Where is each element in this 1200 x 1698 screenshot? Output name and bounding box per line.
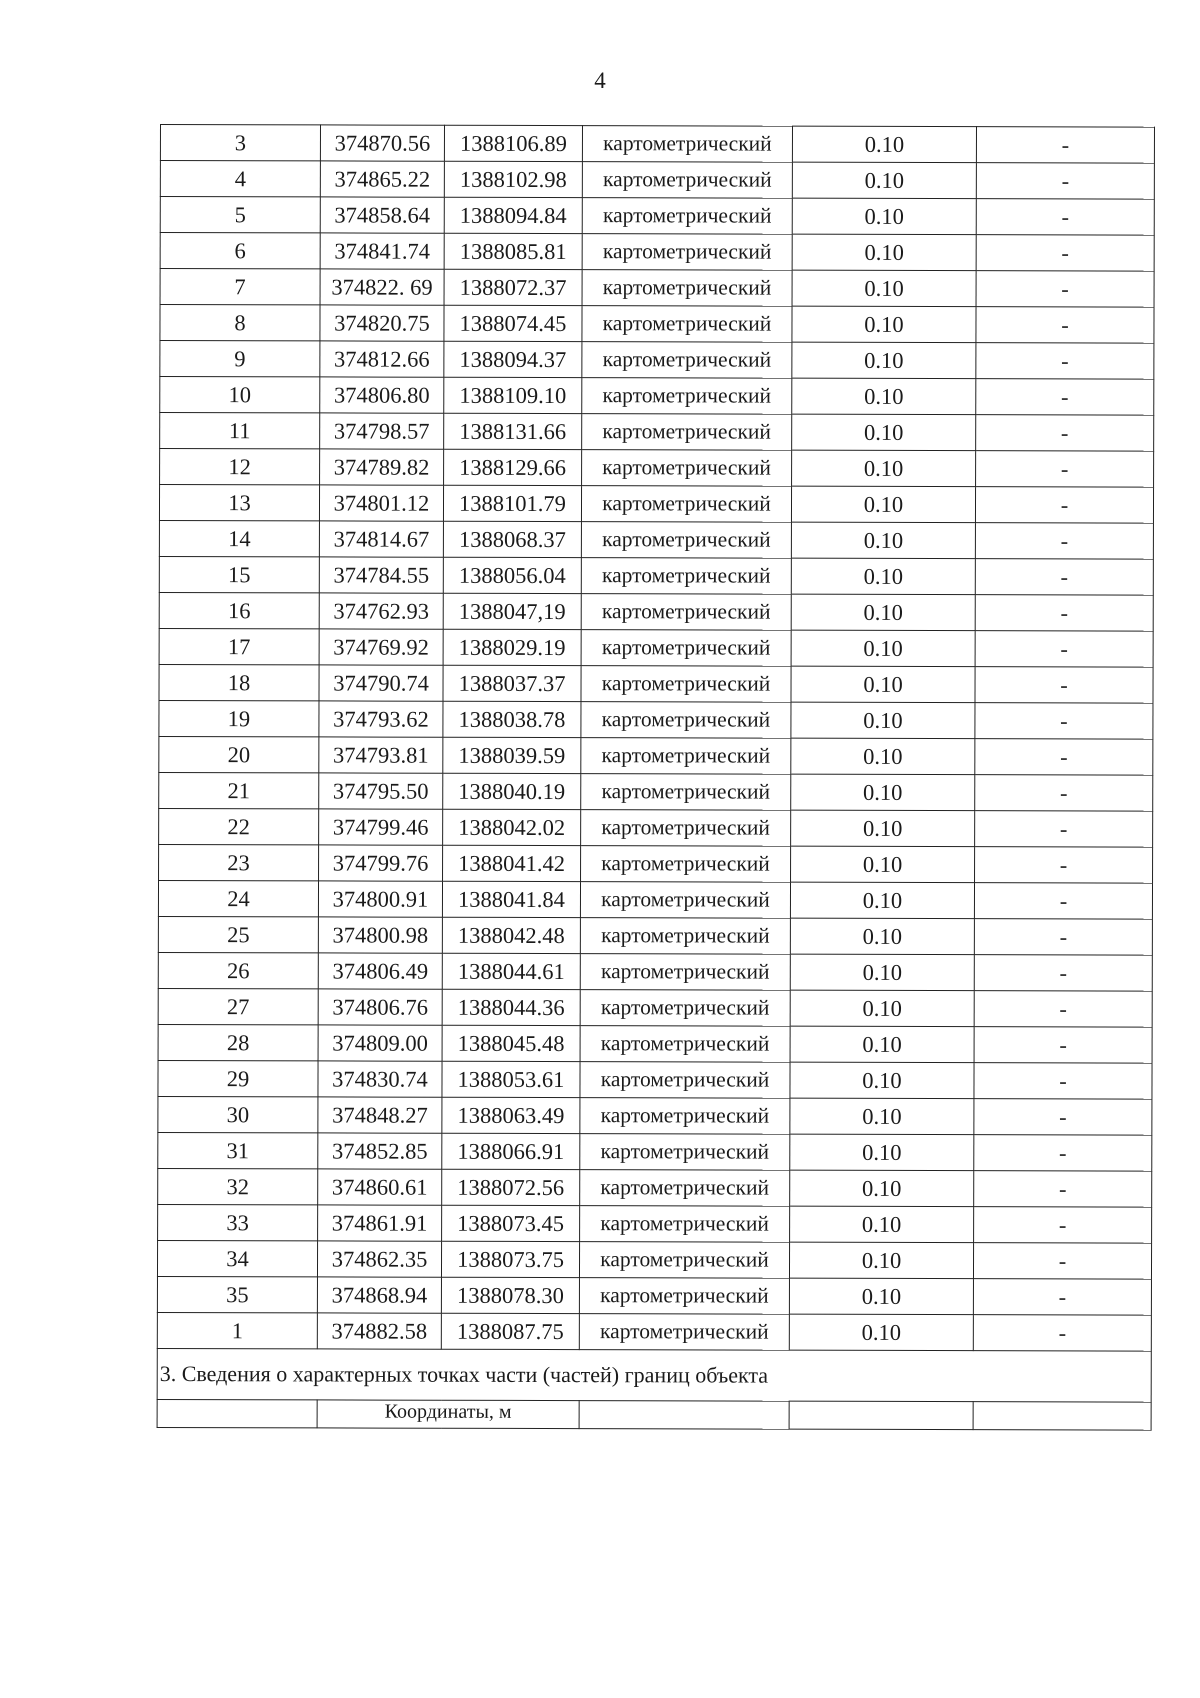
precision-cell: 0.10: [791, 594, 975, 630]
x-coordinate-cell: 374798.57: [320, 413, 444, 449]
point-number-cell: 3: [160, 125, 320, 161]
point-number-cell: 7: [160, 269, 320, 305]
note-cell: -: [975, 559, 1153, 595]
table-row: [159, 844, 1153, 883]
method-cell: картометрический: [581, 774, 791, 811]
point-number-cell: 24: [158, 880, 318, 916]
x-coordinate-cell: 374852.85: [318, 1133, 442, 1169]
precision-cell: 0.10: [792, 162, 976, 198]
method-cell: картометрический: [581, 738, 791, 775]
point-number-cell: 27: [158, 988, 318, 1024]
precision-cell: 0.10: [792, 126, 976, 162]
y-coordinate-cell: 1388042.48: [442, 917, 580, 953]
point-number-cell: 10: [160, 377, 320, 413]
method-cell: картометрический: [581, 630, 791, 667]
table-row: [160, 125, 1154, 164]
table-row: [160, 161, 1154, 200]
method-cell: картометрический: [580, 954, 790, 991]
header-cell-empty: [579, 1401, 789, 1430]
table-row: [160, 197, 1154, 236]
point-number-cell: 21: [159, 772, 319, 808]
method-cell: картометрический: [580, 1206, 790, 1243]
precision-cell: 0.10: [792, 450, 976, 486]
y-coordinate-cell: 1388102.98: [444, 161, 582, 197]
method-cell: картометрический: [582, 198, 792, 235]
precision-cell: 0.10: [791, 702, 975, 738]
precision-cell: 0.10: [790, 1098, 974, 1134]
x-coordinate-cell: 374820.75: [320, 305, 444, 341]
precision-cell: 0.10: [791, 558, 975, 594]
table-row: [160, 269, 1154, 308]
point-number-cell: 9: [160, 341, 320, 377]
note-cell: -: [974, 1027, 1152, 1063]
precision-cell: 0.10: [791, 774, 975, 810]
table-row: [158, 880, 1152, 919]
point-number-cell: 23: [159, 844, 319, 880]
table-row: [158, 1096, 1152, 1135]
y-coordinate-cell: 1388078.30: [441, 1277, 579, 1313]
y-coordinate-cell: 1388101.79: [443, 485, 581, 521]
precision-cell: 0.10: [790, 1206, 974, 1242]
note-cell: -: [974, 955, 1152, 991]
y-coordinate-cell: 1388085.81: [444, 233, 582, 269]
x-coordinate-cell: 374882.58: [317, 1313, 441, 1349]
method-cell: картометрический: [580, 1026, 790, 1063]
y-coordinate-cell: 1388106.89: [444, 125, 582, 161]
x-coordinate-cell: 374841.74: [320, 233, 444, 269]
y-coordinate-cell: 1388041.42: [443, 845, 581, 881]
table-row: [158, 952, 1152, 991]
method-cell: картометрический: [581, 810, 791, 847]
precision-cell: 0.10: [789, 1314, 973, 1350]
method-cell: картометрический: [579, 1278, 789, 1315]
point-number-cell: 30: [158, 1096, 318, 1132]
y-coordinate-cell: 1388039.59: [443, 737, 581, 773]
x-coordinate-cell: 374809.00: [318, 1025, 442, 1061]
point-number-cell: 18: [159, 664, 319, 700]
precision-cell: 0.10: [789, 1278, 973, 1314]
method-cell: картометрический: [582, 126, 792, 163]
method-cell: картометрический: [581, 666, 791, 703]
table-row: [159, 556, 1153, 595]
method-cell: картометрический: [582, 342, 792, 379]
x-coordinate-cell: 374790.74: [319, 665, 443, 701]
point-number-cell: 35: [157, 1276, 317, 1312]
point-number-cell: 14: [159, 520, 319, 556]
y-coordinate-cell: 1388029.19: [443, 629, 581, 665]
note-cell: -: [976, 415, 1154, 451]
precision-cell: 0.10: [791, 630, 975, 666]
y-coordinate-cell: 1388072.56: [442, 1169, 580, 1205]
note-cell: -: [973, 1315, 1151, 1351]
x-coordinate-cell: 374861.91: [318, 1205, 442, 1241]
precision-cell: 0.10: [791, 666, 975, 702]
x-coordinate-cell: 374795.50: [319, 773, 443, 809]
x-coordinate-cell: 374848.27: [318, 1097, 442, 1133]
method-cell: картометрический: [580, 1170, 790, 1207]
precision-cell: 0.10: [790, 1062, 974, 1098]
table-row: [159, 808, 1153, 847]
x-coordinate-cell: 374801.12: [319, 485, 443, 521]
table-row: [160, 377, 1154, 416]
note-cell: -: [976, 307, 1154, 343]
x-coordinate-cell: 374814.67: [319, 521, 443, 557]
coordinates-table: [157, 124, 1155, 1431]
method-cell: картометрический: [581, 486, 791, 523]
note-cell: -: [974, 1207, 1152, 1243]
y-coordinate-cell: 1388073.75: [441, 1241, 579, 1277]
point-number-cell: 28: [158, 1024, 318, 1060]
method-cell: картометрический: [579, 1242, 789, 1279]
note-cell: -: [976, 163, 1154, 199]
point-number-cell: 1: [157, 1312, 317, 1348]
note-cell: -: [975, 631, 1153, 667]
page-number: 4: [594, 68, 606, 93]
note-cell: -: [975, 667, 1153, 703]
x-coordinate-cell: 374822. 69: [320, 269, 444, 305]
point-number-cell: 6: [160, 233, 320, 269]
table-body: [157, 125, 1154, 1431]
y-coordinate-cell: 1388087.75: [441, 1313, 579, 1349]
x-coordinate-cell: 374870.56: [320, 125, 444, 161]
method-cell: картометрический: [581, 558, 791, 595]
x-coordinate-cell: 374799.46: [319, 809, 443, 845]
point-number-cell: 11: [160, 413, 320, 449]
table-row: [159, 664, 1153, 703]
note-cell: -: [974, 991, 1152, 1027]
note-cell: -: [974, 1099, 1152, 1135]
point-number-cell: 32: [158, 1168, 318, 1204]
point-number-cell: 19: [159, 700, 319, 736]
precision-cell: 0.10: [792, 414, 976, 450]
point-number-cell: 26: [158, 952, 318, 988]
y-coordinate-cell: 1388063.49: [442, 1097, 580, 1133]
y-coordinate-cell: 1388094.37: [444, 341, 582, 377]
method-cell: картометрический: [580, 990, 790, 1027]
y-coordinate-cell: 1388053.61: [442, 1061, 580, 1097]
table-row: [158, 1024, 1152, 1063]
point-number-cell: 8: [160, 305, 320, 341]
x-coordinate-cell: 374862.35: [317, 1241, 441, 1277]
point-number-cell: 29: [158, 1060, 318, 1096]
precision-cell: 0.10: [792, 378, 976, 414]
table-row: [158, 1132, 1152, 1171]
y-coordinate-cell: 1388129.66: [444, 449, 582, 485]
y-coordinate-cell: 1388044.36: [442, 989, 580, 1025]
precision-cell: 0.10: [791, 846, 975, 882]
x-coordinate-cell: 374830.74: [318, 1061, 442, 1097]
point-number-cell: 22: [159, 808, 319, 844]
note-cell: -: [974, 1063, 1152, 1099]
precision-cell: 0.10: [790, 882, 974, 918]
note-cell: -: [974, 1135, 1152, 1171]
precision-cell: 0.10: [790, 1026, 974, 1062]
table-row: [159, 485, 1153, 524]
table-row: [159, 772, 1153, 811]
method-cell: картометрический: [582, 306, 792, 343]
point-number-cell: 13: [159, 485, 319, 521]
method-cell: картометрический: [582, 414, 792, 451]
table-row: [159, 700, 1153, 739]
precision-cell: 0.10: [790, 1134, 974, 1170]
precision-cell: 0.10: [790, 918, 974, 954]
point-number-cell: 4: [160, 161, 320, 197]
method-cell: картометрический: [581, 594, 791, 631]
note-cell: -: [974, 883, 1152, 919]
note-cell: -: [976, 271, 1154, 307]
y-coordinate-cell: 1388056.04: [443, 557, 581, 593]
note-cell: -: [974, 1171, 1152, 1207]
precision-cell: 0.10: [790, 1170, 974, 1206]
point-number-cell: 25: [158, 916, 318, 952]
table-row: [159, 736, 1153, 775]
method-cell: картометрический: [581, 522, 791, 559]
method-cell: картометрический: [581, 846, 791, 883]
point-number-cell: 15: [159, 556, 319, 592]
point-number-cell: 34: [157, 1240, 317, 1276]
precision-cell: 0.10: [792, 270, 976, 306]
point-number-cell: 31: [158, 1132, 318, 1168]
table-row: [160, 233, 1154, 272]
header-cell-empty: [157, 1399, 317, 1427]
x-coordinate-cell: 374789.82: [320, 449, 444, 485]
section-heading-row: [157, 1348, 1151, 1402]
x-coordinate-cell: 374806.49: [318, 953, 442, 989]
precision-cell: 0.10: [791, 486, 975, 522]
method-cell: картометрический: [579, 1314, 789, 1351]
precision-cell: 0.10: [792, 342, 976, 378]
method-cell: картометрический: [580, 918, 790, 955]
table-row: [158, 988, 1152, 1027]
x-coordinate-cell: 374800.98: [318, 917, 442, 953]
section-heading: 3. Сведения о характерных точках части (частей) границ объекта: [157, 1348, 1151, 1402]
y-coordinate-cell: 1388109.10: [444, 377, 582, 413]
x-coordinate-cell: 374769.92: [319, 629, 443, 665]
y-coordinate-cell: 1388040.19: [443, 773, 581, 809]
x-coordinate-cell: 374793.81: [319, 737, 443, 773]
point-number-cell: 20: [159, 736, 319, 772]
note-cell: -: [975, 811, 1153, 847]
note-cell: -: [976, 379, 1154, 415]
note-cell: -: [973, 1243, 1151, 1279]
x-coordinate-cell: 374860.61: [318, 1169, 442, 1205]
table-row: [159, 520, 1153, 559]
y-coordinate-cell: 1388066.91: [442, 1133, 580, 1169]
table-row: [157, 1276, 1151, 1315]
precision-cell: 0.10: [792, 234, 976, 270]
x-coordinate-cell: 374799.76: [319, 845, 443, 881]
precision-cell: 0.10: [789, 1242, 973, 1278]
y-coordinate-cell: 1388037.37: [443, 665, 581, 701]
note-cell: -: [976, 451, 1154, 487]
table-row: [160, 413, 1154, 452]
method-cell: картометрический: [582, 234, 792, 271]
table-header-row: [157, 1399, 1151, 1430]
x-coordinate-cell: 374868.94: [317, 1277, 441, 1313]
note-cell: -: [975, 703, 1153, 739]
note-cell: -: [976, 235, 1154, 271]
point-number-cell: 5: [160, 197, 320, 233]
method-cell: картометрический: [580, 1098, 790, 1135]
y-coordinate-cell: 1388131.66: [444, 413, 582, 449]
precision-cell: 0.10: [792, 198, 976, 234]
y-coordinate-cell: 1388094.84: [444, 197, 582, 233]
table-row: [158, 1204, 1152, 1243]
note-cell: -: [975, 595, 1153, 631]
note-cell: -: [976, 127, 1154, 163]
x-coordinate-cell: 374800.91: [318, 881, 442, 917]
method-cell: картометрический: [582, 378, 792, 415]
method-cell: картометрический: [582, 450, 792, 487]
table-row: [157, 1312, 1151, 1351]
y-coordinate-cell: 1388044.61: [442, 953, 580, 989]
x-coordinate-cell: 374762.93: [319, 593, 443, 629]
y-coordinate-cell: 1388047,19: [443, 593, 581, 629]
table-row: [160, 449, 1154, 488]
precision-cell: 0.10: [791, 810, 975, 846]
header-cell-empty: [973, 1402, 1151, 1430]
y-coordinate-cell: 1388038.78: [443, 701, 581, 737]
y-coordinate-cell: 1388045.48: [442, 1025, 580, 1061]
method-cell: картометрический: [582, 162, 792, 199]
precision-cell: 0.10: [791, 522, 975, 558]
table-row: [160, 305, 1154, 344]
note-cell: -: [975, 847, 1153, 883]
y-coordinate-cell: 1388074.45: [444, 305, 582, 341]
point-number-cell: 17: [159, 628, 319, 664]
x-coordinate-cell: 374865.22: [320, 161, 444, 197]
table-row: [158, 1060, 1152, 1099]
precision-cell: 0.10: [791, 738, 975, 774]
method-cell: картометрический: [582, 270, 792, 307]
header-cell-empty: [789, 1401, 973, 1429]
table-row: [160, 341, 1154, 380]
table-row: [158, 916, 1152, 955]
y-coordinate-cell: 1388041.84: [442, 881, 580, 917]
table-row: [157, 1240, 1151, 1279]
y-coordinate-cell: 1388072.37: [444, 269, 582, 305]
y-coordinate-cell: 1388042.02: [443, 809, 581, 845]
point-number-cell: 33: [158, 1204, 318, 1240]
table-row: [159, 592, 1153, 631]
x-coordinate-cell: 374784.55: [319, 557, 443, 593]
x-coordinate-cell: 374812.66: [320, 341, 444, 377]
table-row: [159, 628, 1153, 667]
x-coordinate-cell: 374806.76: [318, 989, 442, 1025]
method-cell: картометрический: [580, 1062, 790, 1099]
point-number-cell: 12: [160, 449, 320, 485]
precision-cell: 0.10: [790, 954, 974, 990]
point-number-cell: 16: [159, 592, 319, 628]
precision-cell: 0.10: [790, 990, 974, 1026]
method-cell: картометрический: [580, 882, 790, 919]
method-cell: картометрический: [581, 702, 791, 739]
x-coordinate-cell: 374806.80: [320, 377, 444, 413]
note-cell: -: [975, 487, 1153, 523]
method-cell: картометрический: [580, 1134, 790, 1171]
table-row: [158, 1168, 1152, 1207]
note-cell: -: [976, 343, 1154, 379]
y-coordinate-cell: 1388073.45: [442, 1205, 580, 1241]
note-cell: -: [973, 1279, 1151, 1315]
header-coordinates: Координаты, м: [317, 1400, 579, 1429]
note-cell: -: [975, 523, 1153, 559]
note-cell: -: [975, 739, 1153, 775]
note-cell: -: [974, 919, 1152, 955]
note-cell: -: [975, 775, 1153, 811]
y-coordinate-cell: 1388068.37: [443, 521, 581, 557]
note-cell: -: [976, 199, 1154, 235]
x-coordinate-cell: 374793.62: [319, 701, 443, 737]
precision-cell: 0.10: [792, 306, 976, 342]
x-coordinate-cell: 374858.64: [320, 197, 444, 233]
